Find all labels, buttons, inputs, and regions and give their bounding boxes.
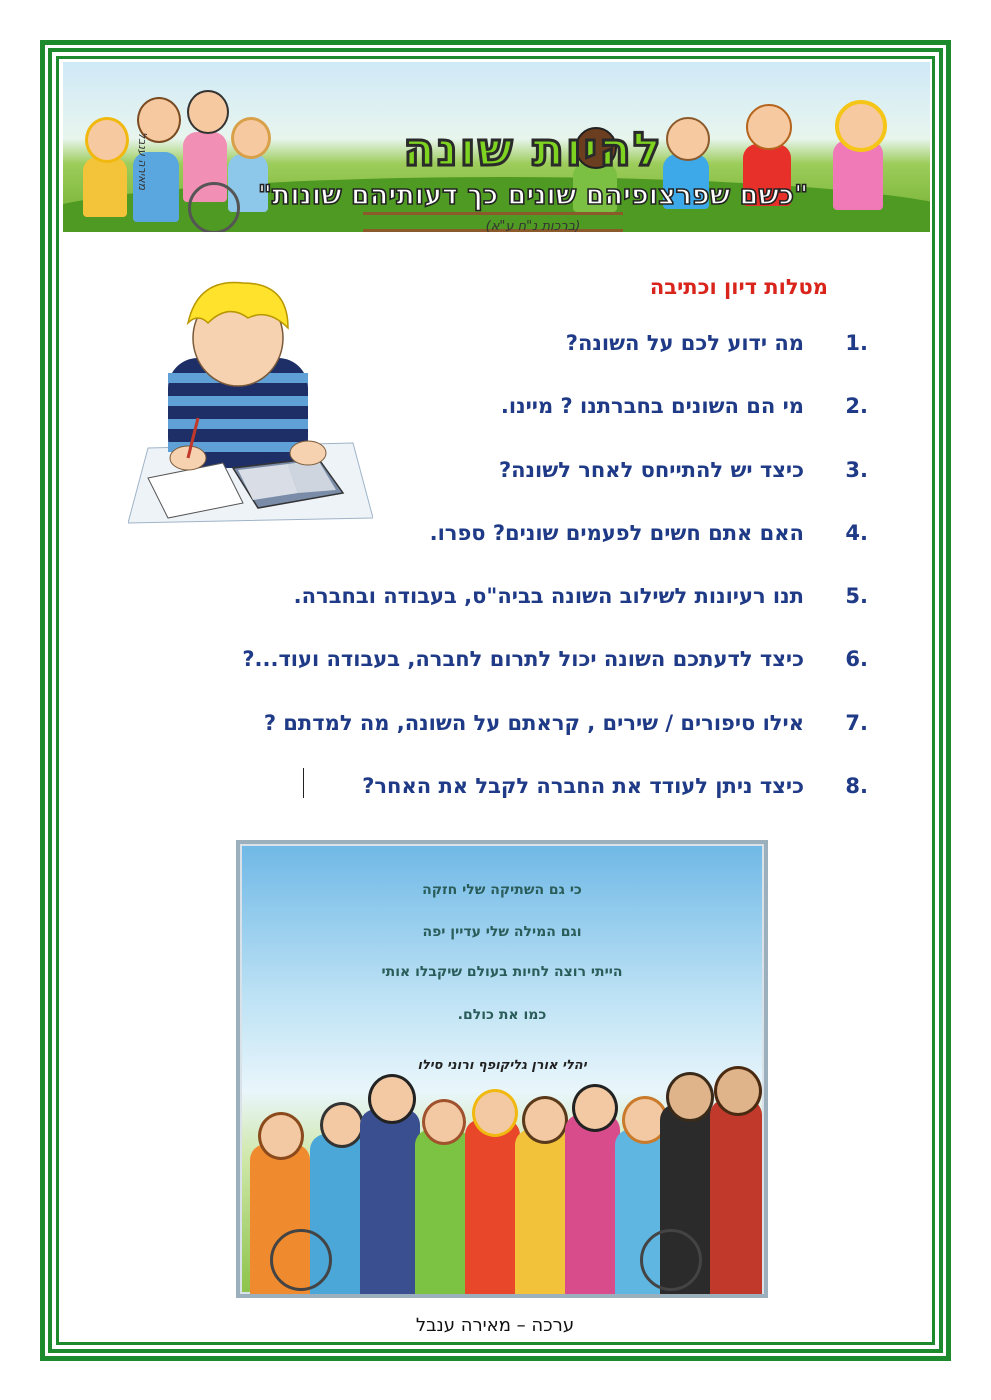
crowd-figure [465,1119,520,1298]
list-item [120,581,868,644]
crowd-figure [360,1109,420,1298]
question-text: תנו רעיונות לשילוב השונה בביה"ס, בעבודה ובחברה. [293,584,804,609]
crowd-figure [572,1084,618,1132]
question-text: כיצד ניתן לעודד את החברה לקבל את האחר? [362,774,804,799]
poem-line: הייתי רוצה לחיות בעולם שיקבלו אותי [381,964,623,980]
crowd-figure [714,1066,762,1116]
list-item [120,771,868,834]
list-item [120,328,868,391]
crowd-figure [565,1114,620,1298]
question-text: אילו סיפורים / שירים , קראתם על השונה, מה למדתם ? [263,710,804,735]
question-number: 4. [845,520,868,545]
wheelchair-wheel [640,1229,702,1291]
banner-source: (ברכות נ"ח ע"א) [485,219,581,232]
list-item [120,644,868,707]
poem-line: כמו את כולם. [457,1007,547,1023]
crowd-figure [422,1099,466,1145]
question-number: 7. [845,710,868,735]
header-banner [63,62,930,232]
question-number: 1. [845,331,868,355]
question-number: 3. [845,457,868,482]
kid-figure [835,100,887,152]
footer-credit: ערכה – מאירה ענבל [415,1315,575,1336]
questions-list [120,328,868,834]
question-text: מי הם השונים בחברתנו ? מיינו. [500,394,804,419]
list-item [120,455,868,518]
question-number: 6. [845,647,868,672]
kid-figure [187,90,229,134]
crowd-figure [515,1129,570,1298]
banner-signature: מאירה ענבל [136,132,149,191]
poem-signature: יהלי אורן גליקופף ורוני סילו [417,1058,587,1073]
banner-title: להיות שונה [403,122,663,176]
crowd-figure [258,1112,304,1160]
crowd-figure [415,1129,470,1298]
banner-quote: "כשם שפרצופיהם שונים כך דעותיהם שונות" [257,180,809,211]
question-text: מה ידוע לכם על השונה? [565,331,804,355]
crowd-figure [710,1099,762,1298]
wheelchair-wheel [270,1229,332,1291]
section-heading: מטלות דיון וכתיבה [649,275,828,299]
question-number: 8. [845,774,868,799]
crowd-figure [666,1072,714,1122]
poem-poster [236,840,768,1298]
crowd-figure [368,1074,416,1124]
poem-line: וגם המילה שלי עדיין יפה [422,924,582,940]
crowd-figure [472,1089,518,1137]
list-item [120,391,868,454]
text-cursor [303,768,304,798]
question-number: 2. [845,394,868,419]
question-number: 5. [845,584,868,609]
crowd-figure [522,1096,568,1144]
question-text: האם אתם חשים לפעמים שונים? ספרו. [429,520,804,545]
crowd-figure [320,1102,364,1148]
kid-figure [85,117,129,163]
list-item [120,708,868,771]
kid-figure [231,117,271,159]
poem-line: כי גם השתיקה שלי חזקה [422,882,582,898]
question-text: כיצד יש להתייחס לאחר לשונה? [498,457,804,482]
list-item [120,518,868,581]
question-text: כיצד לדעתכם השונה יכול לתרום לחברה, בעבודה ועוד...? [242,647,804,672]
kid-figure [83,157,127,217]
